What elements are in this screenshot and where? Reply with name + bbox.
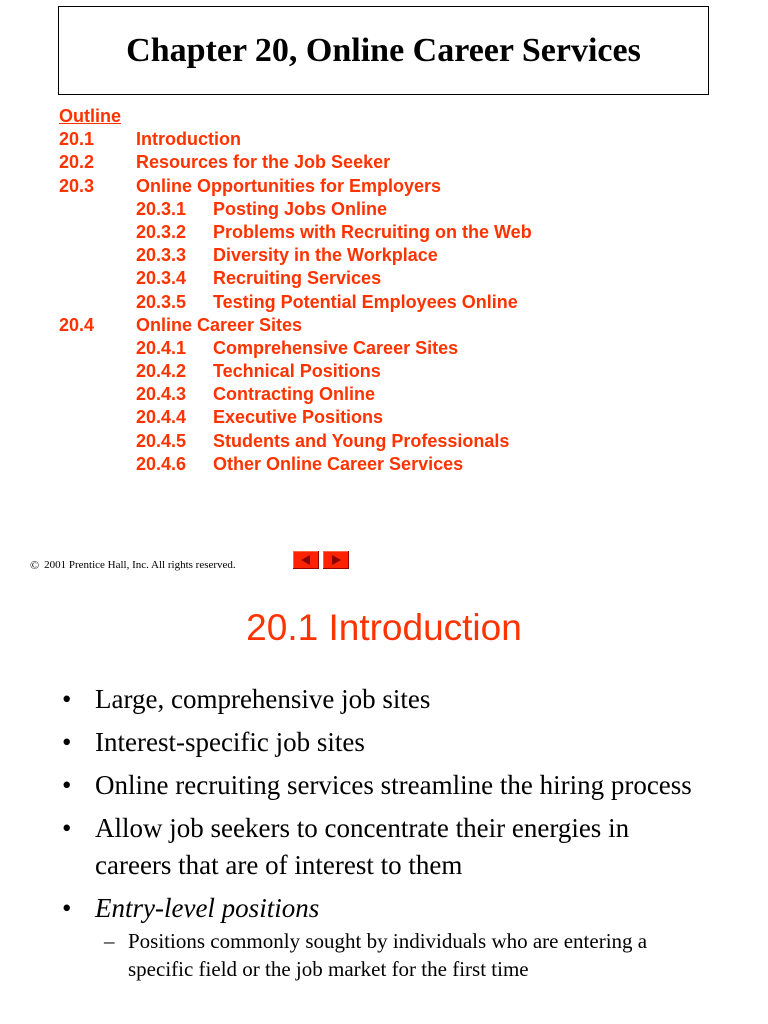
slide-navigation	[293, 551, 349, 569]
slide-title: 20.1 Introduction	[246, 607, 522, 648]
outline-item	[59, 198, 388, 221]
outline-item	[59, 360, 381, 383]
outline-item-number: 20.3.1	[136, 198, 187, 219]
outline-item	[59, 453, 464, 476]
sub-bullet-text: Positions commonly sought by individuals who are entering a specific field or the job market for the first time	[128, 929, 648, 981]
outline-item-number: 20.4.1	[136, 337, 187, 358]
bullet-text: Large, comprehensive job sites	[95, 684, 431, 714]
outline-item	[59, 267, 382, 290]
bullet-item	[62, 767, 712, 804]
outline-item-number: 20.2	[59, 152, 95, 173]
outline-item	[59, 383, 375, 406]
outline-item-label: Executive Positions	[213, 407, 384, 428]
outline-item	[59, 244, 438, 267]
sub-bullet-list	[95, 927, 712, 983]
bullet-text: Allow job seekers to concentrate their energies in careers that are of interest to them	[95, 813, 630, 880]
outline-item-number: 20.4.2	[136, 361, 187, 382]
outline-item	[59, 175, 442, 198]
outline-item	[59, 128, 241, 151]
copyright-text: 2001 Prentice Hall, Inc. All rights reserved.	[44, 559, 236, 571]
outline-item-number: 20.3.3	[136, 245, 187, 266]
outline-item-label: Diversity in the Workplace	[213, 245, 438, 266]
bullet-icon: •	[62, 893, 72, 923]
bullet-icon: •	[62, 813, 72, 843]
outline-list	[59, 128, 532, 476]
outline-item	[59, 314, 303, 337]
bullet-item	[62, 890, 712, 983]
bullet-item	[62, 810, 712, 884]
outline-item-label: Other Online Career Services	[213, 453, 464, 474]
outline-item-number: 20.1	[59, 129, 95, 150]
bullet-text: Interest-specific job sites	[95, 727, 365, 757]
outline-item-number: 20.4.5	[136, 430, 187, 451]
bullet-item	[62, 724, 712, 761]
outline-item-label: Comprehensive Career Sites	[213, 337, 459, 358]
outline	[59, 105, 532, 476]
dash-icon: –	[104, 929, 115, 953]
sub-bullet-item	[95, 927, 712, 983]
outline-item	[59, 151, 391, 174]
copyright-footer	[30, 556, 236, 574]
outline-item	[59, 337, 459, 360]
outline-item-label: Introduction	[136, 129, 241, 150]
outline-item-label: Recruiting Services	[213, 268, 382, 289]
bullet-item	[62, 681, 712, 718]
outline-item	[59, 406, 384, 429]
outline-item-number: 20.3.4	[136, 268, 187, 289]
outline-item	[59, 221, 532, 244]
outline-item-label: Students and Young Professionals	[213, 430, 510, 451]
copyright-icon: ©	[30, 557, 40, 572]
bullet-icon: •	[62, 727, 72, 757]
triangle-left-icon	[301, 555, 310, 565]
outline-item-number: 20.4.3	[136, 384, 187, 405]
outline-item-label: Online Career Sites	[136, 314, 303, 335]
outline-item	[59, 430, 510, 453]
bullet-icon: •	[62, 684, 72, 714]
bullet-text: Entry-level positions	[95, 893, 320, 923]
outline-heading: Outline	[59, 106, 121, 126]
outline-item-number: 20.3.5	[136, 291, 187, 312]
next-slide-button[interactable]	[323, 551, 349, 569]
previous-slide-button[interactable]	[293, 551, 319, 569]
outline-item-number: 20.4	[59, 314, 95, 335]
bullet-icon: •	[62, 770, 72, 800]
outline-item-label: Posting Jobs Online	[213, 198, 388, 219]
outline-item-label: Problems with Recruiting on the Web	[213, 221, 532, 242]
outline-item-label: Contracting Online	[213, 384, 375, 405]
outline-item-label: Technical Positions	[213, 361, 381, 382]
outline-item-label: Resources for the Job Seeker	[136, 152, 391, 173]
bullet-text: Online recruiting services streamline the hiring process	[95, 770, 692, 800]
chapter-title: Chapter 20, Online Career Services	[126, 31, 641, 69]
outline-item-label: Online Opportunities for Employers	[136, 175, 442, 196]
bullet-list	[62, 681, 712, 989]
chapter-title-box	[58, 6, 709, 95]
outline-item-number: 20.3	[59, 175, 95, 196]
outline-item-label: Testing Potential Employees Online	[213, 291, 518, 312]
outline-item	[59, 291, 518, 314]
outline-item-number: 20.3.2	[136, 221, 187, 242]
outline-item-number: 20.4.4	[136, 407, 187, 428]
outline-item-number: 20.4.6	[136, 453, 187, 474]
triangle-right-icon	[332, 555, 341, 565]
